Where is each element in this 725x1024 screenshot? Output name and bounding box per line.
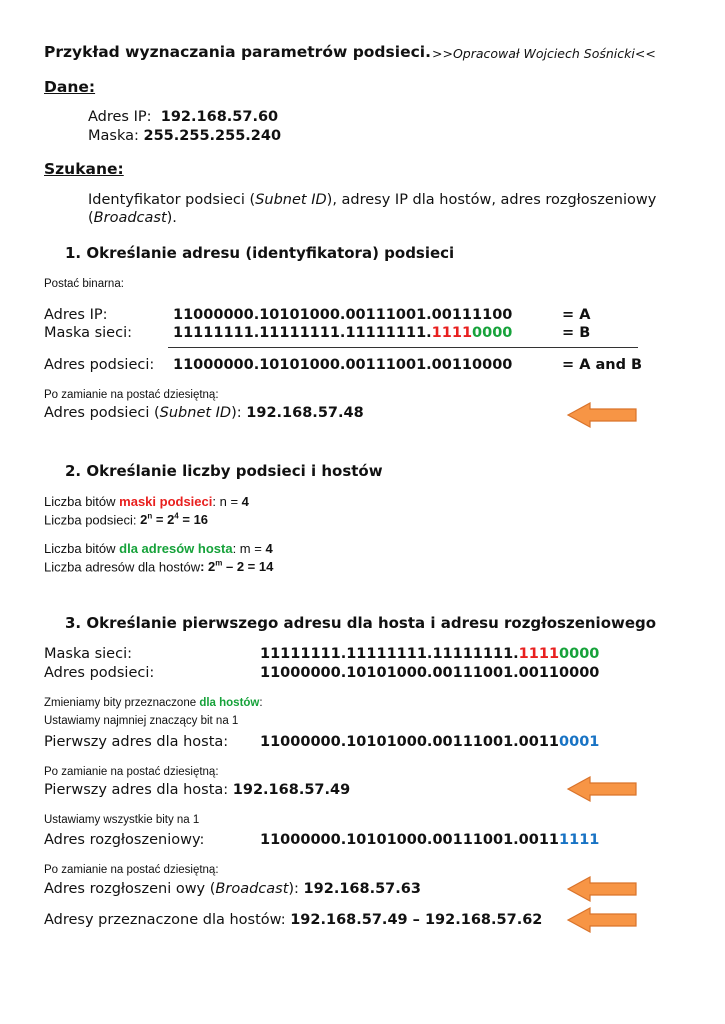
s3-first-decimal (44, 782, 350, 798)
given-ip (88, 109, 278, 125)
s1-mask-eq: = B (562, 325, 591, 341)
s3-bcast-label: Adres rozgłoszeniowy: (44, 832, 205, 848)
text: Liczba podsieci: (44, 512, 141, 528)
given-mask-label: Maska: (88, 128, 139, 144)
subnet-id-term: Subnet ID (255, 192, 327, 208)
broadcast-term: Broadcast (215, 881, 289, 897)
text: Liczba bitów (44, 494, 120, 509)
mask-prefix: 11111111.11111111.11111111. (260, 646, 519, 662)
binary-note: Postać binarna: (44, 278, 124, 290)
szukane-heading: Szukane: (44, 160, 124, 178)
s3-first-label: Pierwszy adres dla hosta: (44, 734, 229, 750)
s3-bcast-decimal (44, 881, 421, 897)
mask-subnet-bits: 1111 (431, 325, 473, 341)
host-bits: 0001 (559, 734, 600, 750)
s2-host-bits (44, 541, 273, 556)
subnet-count-value: = 16 (178, 512, 209, 528)
text: Pierwszy adres dla hosta: (44, 782, 233, 798)
s1-net-binary: 11000000.10101000.00111001.00110000 (173, 357, 513, 373)
section-2-heading: 2. Określanie liczby podsieci i hostów (65, 462, 383, 480)
broadcast-value: 192.168.57.63 (303, 881, 421, 897)
m-value: 4 (265, 541, 273, 556)
left-arrow-icon (566, 401, 638, 429)
exponent: n (147, 512, 153, 521)
left-arrow-icon (566, 875, 638, 903)
dane-heading: Dane: (44, 78, 96, 96)
s3-lsb-note: Ustawiamy najmniej znaczący bit na 1 (44, 715, 239, 727)
text: ): (231, 405, 247, 421)
sought-line-2 (88, 210, 177, 226)
given-ip-label: Adres IP: (88, 109, 152, 125)
s2-subnet-count (44, 512, 208, 527)
text: Adres rozgłoszeni owy ( (44, 881, 216, 897)
host-term: dla adresów hosta (119, 541, 233, 556)
subnet-id-term: Subnet ID (159, 405, 232, 421)
text: ), adresy IP dla hostów, adres rozgłoszeniowy (326, 192, 657, 208)
mask-term: maski podsieci (119, 494, 213, 509)
exponent: 4 (174, 512, 179, 521)
text: Adresy przeznaczone dla hostów: (44, 912, 291, 928)
text: ). (166, 210, 177, 226)
s1-result (44, 405, 364, 421)
subnet-id-value: 192.168.57.48 (246, 405, 364, 421)
s3-host-range (44, 912, 542, 928)
host-count-value: – 2 = 14 (222, 559, 274, 575)
sought-line-1 (88, 192, 656, 208)
s3-net-label: Adres podsieci: (44, 665, 155, 681)
host-range-value: 192.168.57.49 – 192.168.57.62 (290, 912, 543, 928)
left-arrow-icon (566, 775, 638, 803)
text: ): (288, 881, 304, 897)
text: : 2 (200, 559, 216, 575)
s3-decimal-note-1: Po zamianie na postać dziesiętną: (44, 766, 219, 778)
host-term: dla hostów (199, 697, 260, 709)
text: 11000000.10101000.00111001.0011 (260, 734, 560, 750)
s3-decimal-note-2: Po zamianie na postać dziesiętną: (44, 864, 219, 876)
text: Identyfikator podsieci ( (88, 192, 256, 208)
s3-net-binary: 11000000.10101000.00111001.00110000 (260, 665, 600, 681)
text: Zmieniamy bity przeznaczone (44, 697, 200, 709)
given-mask-value: 255.255.255.240 (143, 128, 282, 144)
s3-mask-binary (260, 646, 599, 662)
text: Adres podsieci ( (44, 405, 160, 421)
mask-host-bits: 0000 (559, 646, 600, 662)
mask-subnet-bits: 1111 (518, 646, 560, 662)
text: = 2 (152, 512, 175, 528)
s2-host-count (44, 559, 273, 574)
text: : m = (232, 541, 266, 556)
s3-all-bits-note: Ustawiamy wszystkie bity na 1 (44, 814, 200, 826)
given-ip-value: 192.168.57.60 (160, 109, 279, 125)
s1-ip-label: Adres IP: (44, 307, 108, 323)
text: Liczba adresów dla hostów (44, 559, 201, 575)
mask-prefix: 11111111.11111111.11111111. (173, 325, 432, 341)
s2-mask-bits (44, 494, 249, 509)
s3-change-note (44, 697, 263, 709)
section-3-heading: 3. Określanie pierwszego adresu dla hosta i adresu rozgłoszeniowego (65, 614, 657, 632)
text: 2 (140, 512, 148, 528)
exponent: m (215, 559, 223, 568)
s3-bcast-binary (260, 832, 599, 848)
s1-mask-label: Maska sieci: (44, 325, 132, 341)
text: ( (88, 210, 94, 226)
s3-mask-label: Maska sieci: (44, 646, 132, 662)
s1-ip-binary: 11000000.10101000.00111001.00111100 (173, 307, 513, 323)
left-arrow-icon (566, 906, 638, 934)
divider-line (168, 347, 638, 348)
text: 11000000.10101000.00111001.0011 (260, 832, 560, 848)
host-bits: 1111 (559, 832, 600, 848)
first-host-value: 192.168.57.49 (232, 782, 351, 798)
s1-net-eq: = A and B (562, 357, 643, 373)
text: : (259, 697, 263, 709)
s1-decimal-note: Po zamianie na postać dziesiętną: (44, 389, 219, 401)
s3-first-binary (260, 734, 599, 750)
section-1-heading: 1. Określanie adresu (identyfikatora) podsieci (65, 244, 455, 262)
broadcast-term: Broadcast (93, 210, 167, 226)
mask-host-bits: 0000 (472, 325, 513, 341)
given-mask (88, 128, 281, 144)
text: Liczba bitów (44, 541, 120, 556)
s1-net-label: Adres podsieci: (44, 357, 155, 373)
page-title: Przykład wyznaczania parametrów podsieci. (44, 43, 431, 61)
author-credit: >>Opracował Wojciech Sośnicki<< (432, 46, 656, 61)
n-value: 4 (241, 494, 249, 509)
s1-mask-binary (173, 325, 512, 341)
text: : n = (212, 494, 242, 509)
s1-ip-eq: = A (562, 307, 591, 323)
